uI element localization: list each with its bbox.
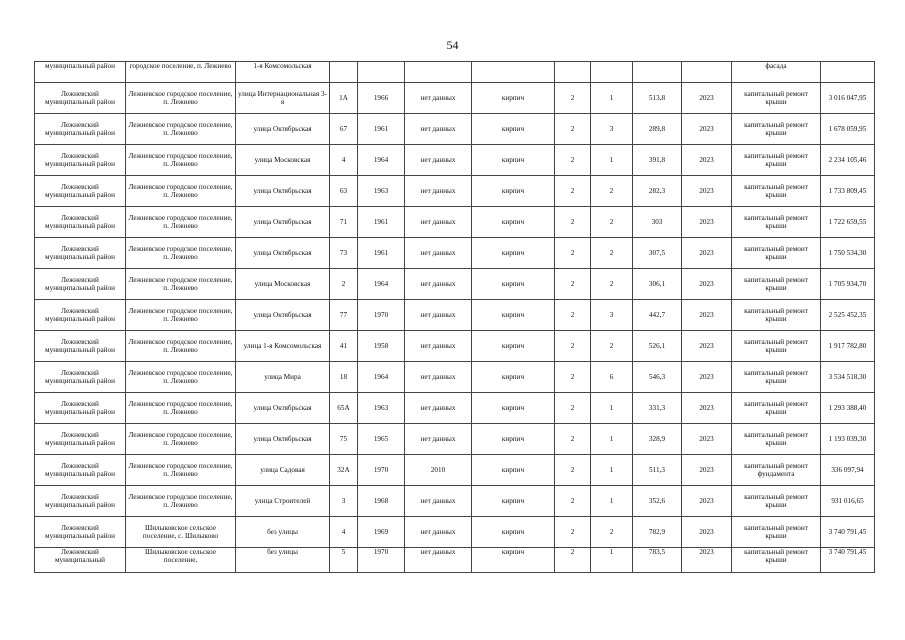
cell-cost: 3 740 791,45 <box>821 548 875 573</box>
cell-house: 18 <box>330 362 358 393</box>
cell-year-repair: нет данных <box>405 424 472 455</box>
cell-material: кирпич <box>472 114 555 145</box>
cell-work: капитальный ремонт крыши <box>732 486 821 517</box>
cell-settlement: Лежневское городское поселение, п. Лежнево <box>126 145 236 176</box>
cell-work: капитальный ремонт крыши <box>732 238 821 269</box>
cell-settlement: Лежневское городское поселение, п. Лежнево <box>126 207 236 238</box>
cell-year-built: 1964 <box>358 269 405 300</box>
cell-year-built: 1970 <box>358 455 405 486</box>
cell-work: капитальный ремонт фундамента <box>732 455 821 486</box>
cell-cost: 3 534 518,30 <box>821 362 875 393</box>
cell-district: Лежневский муниципальный район <box>35 300 126 331</box>
table-row <box>35 517 875 548</box>
cell-year-built <box>358 62 405 83</box>
cell-district: Лежневский муниципальный район <box>35 114 126 145</box>
cell-settlement: Лежневское городское поселение, п. Лежнево <box>126 393 236 424</box>
cell-plan-year <box>682 62 732 83</box>
cell-plan-year: 2023 <box>682 455 732 486</box>
table-row <box>35 393 875 424</box>
cell-material: кирпич <box>472 424 555 455</box>
cell-entrances: 6 <box>591 362 633 393</box>
cell-work: капитальный ремонт крыши <box>732 145 821 176</box>
cell-street: улица Октябрьская <box>236 207 330 238</box>
cell-plan-year: 2023 <box>682 362 732 393</box>
cell-floors: 2 <box>555 269 591 300</box>
cell-floors: 2 <box>555 207 591 238</box>
cell-cost: 1 293 388,40 <box>821 393 875 424</box>
cell-house: 63 <box>330 176 358 207</box>
cell-work: капитальный ремонт крыши <box>732 517 821 548</box>
table-row <box>35 548 875 573</box>
cell-plan-year: 2023 <box>682 238 732 269</box>
cell-cost: 1 733 809,45 <box>821 176 875 207</box>
cell-entrances <box>591 62 633 83</box>
cell-work: капитальный ремонт крыши <box>732 393 821 424</box>
cell-year-built: 1964 <box>358 362 405 393</box>
cell-floors: 2 <box>555 424 591 455</box>
cell-entrances: 1 <box>591 548 633 573</box>
cell-area: 783,5 <box>633 548 682 573</box>
cell-year-repair: нет данных <box>405 207 472 238</box>
cell-street: 1-я Комсомольская <box>236 62 330 83</box>
table-row <box>35 362 875 393</box>
table-body <box>35 62 875 573</box>
cell-cost: 1 193 039,30 <box>821 424 875 455</box>
cell-settlement: Лежневское городское поселение, п. Лежнево <box>126 176 236 207</box>
cell-cost: 1 678 059,95 <box>821 114 875 145</box>
cell-work: фасада <box>732 62 821 83</box>
cell-floors: 2 <box>555 145 591 176</box>
cell-entrances: 1 <box>591 83 633 114</box>
cell-cost: 2 234 105,46 <box>821 145 875 176</box>
cell-district: Лежневский муниципальный район <box>35 517 126 548</box>
cell-street: улица Октябрьская <box>236 393 330 424</box>
table-row <box>35 486 875 517</box>
cell-year-built: 1961 <box>358 238 405 269</box>
table-row <box>35 114 875 145</box>
cell-year-repair: нет данных <box>405 362 472 393</box>
cell-year-repair: нет данных <box>405 393 472 424</box>
cell-floors: 2 <box>555 486 591 517</box>
cell-house: 5 <box>330 548 358 573</box>
cell-entrances: 2 <box>591 517 633 548</box>
cell-house: 41 <box>330 331 358 362</box>
cell-district: Лежневский муниципальный район <box>35 424 126 455</box>
cell-house: 73 <box>330 238 358 269</box>
cell-street: улица Октябрьская <box>236 176 330 207</box>
cell-area: 289,8 <box>633 114 682 145</box>
cell-area: 442,7 <box>633 300 682 331</box>
cell-entrances: 2 <box>591 269 633 300</box>
cell-plan-year: 2023 <box>682 331 732 362</box>
cell-year-repair: 2010 <box>405 455 472 486</box>
cell-district: Лежневский муниципальный <box>35 548 126 573</box>
table-row <box>35 269 875 300</box>
cell-year-built: 1968 <box>358 486 405 517</box>
cell-settlement: Шилыковское сельское поселение, <box>126 548 236 573</box>
cell-material: кирпич <box>472 145 555 176</box>
cell-year-repair: нет данных <box>405 300 472 331</box>
cell-cost: 1 722 659,55 <box>821 207 875 238</box>
cell-plan-year: 2023 <box>682 176 732 207</box>
cell-material: кирпич <box>472 393 555 424</box>
cell-work: капитальный ремонт крыши <box>732 362 821 393</box>
cell-area: 526,1 <box>633 331 682 362</box>
cell-work: капитальный ремонт крыши <box>732 424 821 455</box>
cell-cost: 1 750 534,30 <box>821 238 875 269</box>
cell-floors: 2 <box>555 362 591 393</box>
cell-area <box>633 62 682 83</box>
cell-street: улица 1-я Комсомольская <box>236 331 330 362</box>
cell-year-repair: нет данных <box>405 114 472 145</box>
cell-material <box>472 62 555 83</box>
cell-entrances: 3 <box>591 300 633 331</box>
cell-house: 71 <box>330 207 358 238</box>
cell-street: улица Московская <box>236 145 330 176</box>
cell-material: кирпич <box>472 176 555 207</box>
cell-work: капитальный ремонт крыши <box>732 114 821 145</box>
cell-street: улица Садовая <box>236 455 330 486</box>
cell-district: Лежневский муниципальный район <box>35 145 126 176</box>
cell-entrances: 1 <box>591 424 633 455</box>
cell-house: 2 <box>330 269 358 300</box>
cell-plan-year: 2023 <box>682 393 732 424</box>
cell-settlement: Лежневское городское поселение, п. Лежнево <box>126 114 236 145</box>
cell-year-built: 1961 <box>358 114 405 145</box>
table-row <box>35 238 875 269</box>
cell-work: капитальный ремонт крыши <box>732 548 821 573</box>
cell-material: кирпич <box>472 207 555 238</box>
cell-entrances: 1 <box>591 486 633 517</box>
table-row <box>35 145 875 176</box>
cell-settlement: Лежневское городское поселение, п. Лежнево <box>126 300 236 331</box>
cell-plan-year: 2023 <box>682 207 732 238</box>
cell-material: кирпич <box>472 486 555 517</box>
cell-area: 782,9 <box>633 517 682 548</box>
table-row-continued <box>35 62 875 83</box>
cell-year-repair: нет данных <box>405 331 472 362</box>
cell-plan-year: 2023 <box>682 517 732 548</box>
cell-plan-year: 2023 <box>682 486 732 517</box>
cell-plan-year: 2023 <box>682 424 732 455</box>
cell-material: кирпич <box>472 362 555 393</box>
cell-district: Лежневский муниципальный район <box>35 176 126 207</box>
cell-street: улица Октябрьская <box>236 114 330 145</box>
cell-entrances: 2 <box>591 176 633 207</box>
cell-year-built: 1958 <box>358 331 405 362</box>
cell-material: кирпич <box>472 269 555 300</box>
cell-plan-year: 2023 <box>682 269 732 300</box>
cell-settlement: Лежневское городское поселение, п. Лежнево <box>126 362 236 393</box>
cell-area: 328,9 <box>633 424 682 455</box>
cell-cost: 931 016,65 <box>821 486 875 517</box>
cell-cost: 1 705 934,70 <box>821 269 875 300</box>
cell-district: Лежневский муниципальный район <box>35 393 126 424</box>
cell-floors <box>555 62 591 83</box>
cell-house: 65А <box>330 393 358 424</box>
cell-plan-year: 2023 <box>682 145 732 176</box>
cell-area: 307,5 <box>633 238 682 269</box>
cell-entrances: 2 <box>591 331 633 362</box>
cell-floors: 2 <box>555 300 591 331</box>
cell-floors: 2 <box>555 238 591 269</box>
cell-street: без улицы <box>236 548 330 573</box>
cell-settlement: Лежневское городское поселение, п. Лежнево <box>126 455 236 486</box>
cell-settlement: Лежневское городское поселение, п. Лежнево <box>126 424 236 455</box>
cell-work: капитальный ремонт крыши <box>732 331 821 362</box>
cell-district: муниципальный район <box>35 62 126 83</box>
table-row <box>35 424 875 455</box>
cell-year-built: 1969 <box>358 517 405 548</box>
cell-area: 306,1 <box>633 269 682 300</box>
cell-house: 4 <box>330 145 358 176</box>
cell-district: Лежневский муниципальный район <box>35 238 126 269</box>
cell-street: улица Октябрьская <box>236 424 330 455</box>
cell-house: 75 <box>330 424 358 455</box>
cell-settlement: Лежневское городское поселение, п. Лежнево <box>126 486 236 517</box>
cell-street: улица Интернациональная 3-я <box>236 83 330 114</box>
cell-cost <box>821 62 875 83</box>
cell-district: Лежневский муниципальный район <box>35 455 126 486</box>
cell-district: Лежневский муниципальный район <box>35 362 126 393</box>
cell-settlement: Шилыковское сельское поселение, с. Шилыково <box>126 517 236 548</box>
cell-entrances: 1 <box>591 145 633 176</box>
cell-entrances: 2 <box>591 207 633 238</box>
cell-year-repair: нет данных <box>405 238 472 269</box>
cell-street: без улицы <box>236 517 330 548</box>
cell-material: кирпич <box>472 548 555 573</box>
cell-material: кирпич <box>472 331 555 362</box>
page-number: 54 <box>446 38 459 52</box>
table-row <box>35 176 875 207</box>
cell-year-repair: нет данных <box>405 83 472 114</box>
cell-floors: 2 <box>555 393 591 424</box>
cell-floors: 2 <box>555 114 591 145</box>
cell-settlement: Лежневское городское поселение, п. Лежнево <box>126 269 236 300</box>
cell-district: Лежневский муниципальный район <box>35 331 126 362</box>
cell-work: капитальный ремонт крыши <box>732 300 821 331</box>
cell-work: капитальный ремонт крыши <box>732 83 821 114</box>
cell-year-repair: нет данных <box>405 486 472 517</box>
cell-floors: 2 <box>555 548 591 573</box>
cell-house: 4 <box>330 517 358 548</box>
cell-material: кирпич <box>472 238 555 269</box>
table-row <box>35 207 875 238</box>
cell-settlement: Лежневское городское поселение, п. Лежнево <box>126 238 236 269</box>
cell-year-repair: нет данных <box>405 176 472 207</box>
cell-area: 303 <box>633 207 682 238</box>
cell-material: кирпич <box>472 455 555 486</box>
cell-year-repair <box>405 62 472 83</box>
cell-area: 546,3 <box>633 362 682 393</box>
cell-district: Лежневский муниципальный район <box>35 486 126 517</box>
cell-entrances: 3 <box>591 114 633 145</box>
cell-settlement: городское поселение, п. Лежнево <box>126 62 236 83</box>
cell-house: 77 <box>330 300 358 331</box>
cell-year-repair: нет данных <box>405 269 472 300</box>
cell-floors: 2 <box>555 83 591 114</box>
cell-entrances: 2 <box>591 238 633 269</box>
table-row <box>35 455 875 486</box>
cell-year-built: 1964 <box>358 145 405 176</box>
cell-year-repair: нет данных <box>405 145 472 176</box>
cell-cost: 3 016 047,95 <box>821 83 875 114</box>
cell-cost: 2 525 452,35 <box>821 300 875 331</box>
cell-district: Лежневский муниципальный район <box>35 83 126 114</box>
cell-area: 352,6 <box>633 486 682 517</box>
cell-work: капитальный ремонт крыши <box>732 207 821 238</box>
cell-year-repair: нет данных <box>405 548 472 573</box>
cell-house: 1А <box>330 83 358 114</box>
cell-settlement: Лежневское городское поселение, п. Лежнево <box>126 331 236 362</box>
cell-area: 391,8 <box>633 145 682 176</box>
cell-material: кирпич <box>472 517 555 548</box>
cell-district: Лежневский муниципальный район <box>35 269 126 300</box>
cell-entrances: 1 <box>591 393 633 424</box>
cell-house: 3 <box>330 486 358 517</box>
housing-register-table <box>34 61 875 573</box>
cell-material: кирпич <box>472 300 555 331</box>
cell-year-built: 1965 <box>358 424 405 455</box>
cell-cost: 3 740 791,45 <box>821 517 875 548</box>
cell-street: улица Мира <box>236 362 330 393</box>
cell-house <box>330 62 358 83</box>
cell-plan-year: 2023 <box>682 548 732 573</box>
cell-area: 513,8 <box>633 83 682 114</box>
table-row <box>35 331 875 362</box>
cell-work: капитальный ремонт крыши <box>732 176 821 207</box>
cell-work: капитальный ремонт крыши <box>732 269 821 300</box>
cell-year-built: 1966 <box>358 83 405 114</box>
cell-floors: 2 <box>555 455 591 486</box>
cell-street: улица Октябрьская <box>236 300 330 331</box>
cell-plan-year: 2023 <box>682 300 732 331</box>
cell-year-built: 1961 <box>358 207 405 238</box>
cell-settlement: Лежневское городское поселение, п. Лежнево <box>126 83 236 114</box>
cell-cost: 336 097,94 <box>821 455 875 486</box>
cell-district: Лежневский муниципальный район <box>35 207 126 238</box>
cell-street: улица Октябрьская <box>236 238 330 269</box>
cell-material: кирпич <box>472 83 555 114</box>
cell-plan-year: 2023 <box>682 83 732 114</box>
cell-year-repair: нет данных <box>405 517 472 548</box>
cell-year-built: 1963 <box>358 176 405 207</box>
cell-area: 331,3 <box>633 393 682 424</box>
cell-street: улица Строителей <box>236 486 330 517</box>
cell-area: 511,3 <box>633 455 682 486</box>
cell-floors: 2 <box>555 517 591 548</box>
cell-plan-year: 2023 <box>682 114 732 145</box>
cell-year-built: 1970 <box>358 548 405 573</box>
cell-street: улица Московская <box>236 269 330 300</box>
cell-house: 67 <box>330 114 358 145</box>
cell-floors: 2 <box>555 331 591 362</box>
cell-area: 282,3 <box>633 176 682 207</box>
cell-year-built: 1963 <box>358 393 405 424</box>
table-row <box>35 300 875 331</box>
cell-entrances: 1 <box>591 455 633 486</box>
table-row <box>35 83 875 114</box>
cell-year-built: 1970 <box>358 300 405 331</box>
cell-floors: 2 <box>555 176 591 207</box>
cell-house: 32А <box>330 455 358 486</box>
cell-cost: 1 917 782,80 <box>821 331 875 362</box>
